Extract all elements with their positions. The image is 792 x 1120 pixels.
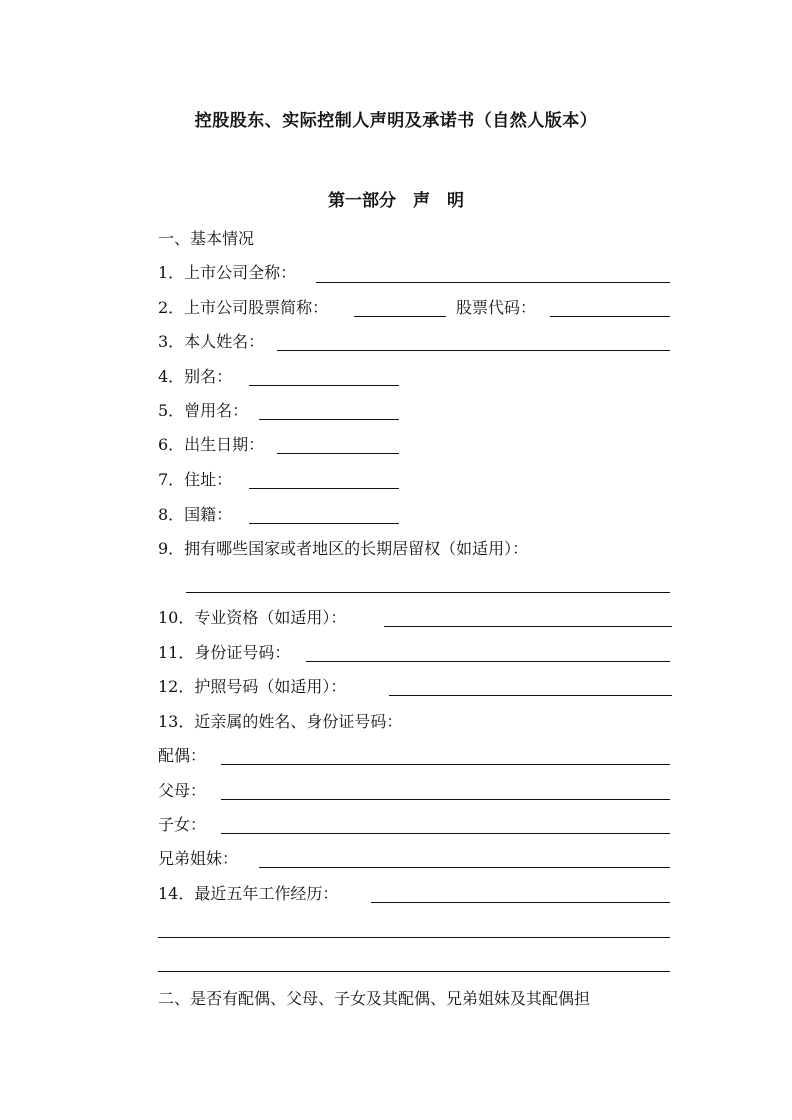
birth-date-blank[interactable] xyxy=(277,453,399,454)
children-blank[interactable] xyxy=(221,833,670,834)
children-label: 子女： xyxy=(158,815,207,834)
company-full-name-label: 1．上市公司全称： xyxy=(158,263,297,282)
stock-code-label: 股票代码： xyxy=(456,298,537,317)
alias-label: 4．别名： xyxy=(158,367,233,386)
stock-short-name-blank[interactable] xyxy=(354,316,446,317)
document-title: 控股股东、实际控制人声明及承诺书（自然人版本） xyxy=(194,111,598,131)
work-history-label: 14．最近五年工作经历： xyxy=(158,884,339,903)
siblings-label: 兄弟姐妹： xyxy=(158,849,239,868)
work-history-blank-1[interactable] xyxy=(371,902,670,903)
person-name-blank[interactable] xyxy=(277,350,670,351)
address-blank[interactable] xyxy=(249,488,399,489)
section1-heading: 一、基本情况 xyxy=(158,229,255,248)
parents-label: 父母： xyxy=(158,781,207,800)
former-name-blank[interactable] xyxy=(259,419,399,420)
qualification-blank[interactable] xyxy=(384,626,672,627)
spouse-label: 配偶： xyxy=(158,746,207,765)
person-name-label: 3．本人姓名： xyxy=(158,332,265,351)
residency-blank[interactable] xyxy=(186,592,670,593)
id-number-blank[interactable] xyxy=(306,661,670,662)
nationality-blank[interactable] xyxy=(249,523,399,524)
relatives-heading: 13．近亲属的姓名、身份证号码： xyxy=(158,712,403,731)
nationality-label: 8．国籍： xyxy=(158,505,233,524)
birth-date-label: 6．出生日期： xyxy=(158,435,265,454)
alias-blank[interactable] xyxy=(249,385,399,386)
spouse-blank[interactable] xyxy=(221,764,670,765)
section2-heading: 二、是否有配偶、父母、子女及其配偶、兄弟姐妹及其配偶担 xyxy=(158,989,591,1008)
address-label: 7．住址： xyxy=(158,470,233,489)
qualification-label: 10．专业资格（如适用）： xyxy=(158,608,347,627)
work-history-blank-2[interactable] xyxy=(158,937,670,938)
stock-short-name-label: 2．上市公司股票简称： xyxy=(158,298,329,317)
company-full-name-blank[interactable] xyxy=(316,282,670,283)
residency-label: 9．拥有哪些国家或者地区的长期居留权（如适用）： xyxy=(158,539,529,558)
work-history-blank-3[interactable] xyxy=(158,971,670,972)
passport-label: 12．护照号码（如适用）： xyxy=(158,677,347,696)
parents-blank[interactable] xyxy=(221,799,670,800)
part-title: 第一部分 声 明 xyxy=(328,191,464,211)
former-name-label: 5．曾用名： xyxy=(158,401,249,420)
id-number-label: 11．身份证号码： xyxy=(158,643,291,662)
passport-blank[interactable] xyxy=(389,695,672,696)
siblings-blank[interactable] xyxy=(259,867,670,868)
stock-code-blank[interactable] xyxy=(550,316,670,317)
